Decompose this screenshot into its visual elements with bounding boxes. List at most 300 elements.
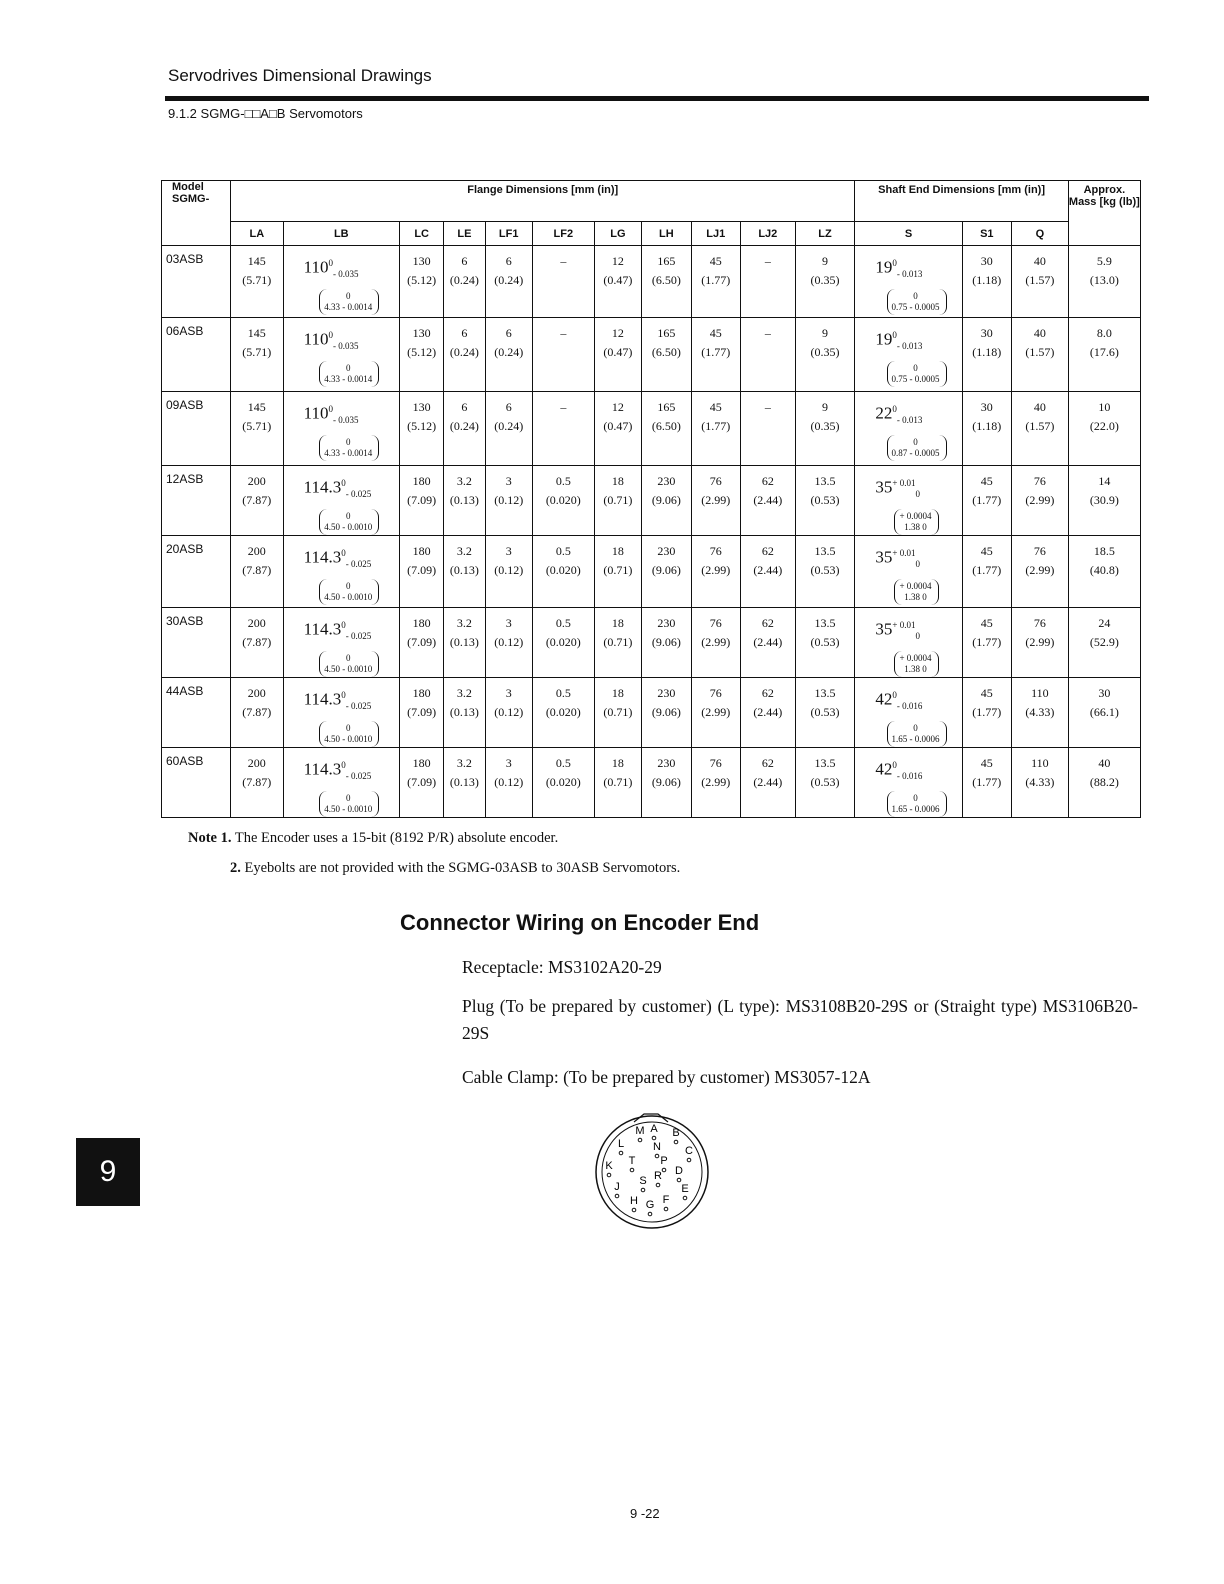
le-cell — [444, 536, 485, 608]
lz-mm: 13.5 — [814, 756, 836, 771]
la-in: (7.87) — [242, 635, 272, 650]
lh-cell — [642, 318, 691, 392]
lc-in: (7.09) — [407, 563, 437, 578]
lb-cell — [283, 748, 399, 818]
lc-in: (7.09) — [407, 635, 437, 650]
table-row — [162, 246, 1141, 318]
lj1-cell — [691, 678, 740, 748]
lf1-cell — [485, 466, 532, 536]
s1-mm: 30 — [980, 254, 993, 268]
lg-cell — [594, 748, 641, 818]
q-cell — [1012, 246, 1069, 318]
le-cell — [444, 466, 485, 536]
lg-cell — [594, 678, 641, 748]
lf1-mm: 3 — [505, 686, 512, 701]
mass-kg: 18.5 — [1093, 544, 1115, 559]
s1-in: (1.77) — [972, 775, 1002, 790]
lg-mm: 18 — [611, 756, 624, 771]
model-name: 44ASB — [166, 684, 204, 699]
q-cell — [1012, 748, 1069, 818]
la-cell — [231, 748, 284, 818]
la-in: (5.71) — [242, 273, 272, 287]
model-cell — [162, 748, 231, 818]
mass-lb: (17.6) — [1089, 345, 1119, 359]
lj2-cell — [741, 392, 796, 466]
model-cell — [162, 392, 231, 466]
le-cell — [444, 678, 485, 748]
mass-kg: 10 — [1098, 400, 1111, 414]
model-name: 12ASB — [166, 472, 204, 486]
note-2: 2. Eyebolts are not provided with the SGMG-03ASB to 30ASB Servomotors. — [230, 860, 681, 876]
lj1-mm: 45 — [709, 254, 722, 268]
lf1-cell — [485, 246, 532, 318]
q-mm: 110 — [1031, 756, 1049, 771]
header-rule — [165, 96, 1149, 101]
le-mm: 6 — [461, 400, 468, 414]
section-title: Connector Wiring on Encoder End — [400, 910, 760, 935]
pin-label-k: K — [605, 1160, 613, 1172]
lz-in: (0.53) — [810, 563, 840, 578]
pin-label-c: C — [685, 1145, 693, 1157]
s-cell — [855, 608, 962, 678]
lg-in: (0.47) — [603, 345, 633, 359]
note-1: Note 1. The Encoder uses a 15-bit (8192 P/R) absolute encoder. — [188, 830, 559, 846]
q-mm: 40 — [1033, 400, 1046, 414]
la-mm: 200 — [247, 616, 266, 631]
pin-label-g: G — [645, 1199, 655, 1211]
lc-cell — [400, 466, 444, 536]
s-cell — [855, 748, 962, 818]
mass-cell — [1068, 608, 1140, 678]
mass-lb: (88.2) — [1089, 775, 1119, 790]
mass-lb: (52.9) — [1089, 635, 1119, 650]
lj1-mm: 76 — [709, 544, 722, 559]
s-tolerance-in: + 0.0004 1.38 0 — [894, 651, 938, 677]
lg-mm: 12 — [611, 400, 624, 414]
lf1-mm: 3 — [505, 544, 512, 559]
pin-contact — [687, 1158, 691, 1162]
lh-cell — [642, 536, 691, 608]
mass-lb: (22.0) — [1089, 419, 1119, 433]
lj2-cell — [741, 318, 796, 392]
flange-header: Flange Dimensions [mm (in)] — [231, 181, 855, 222]
lf2-mm: 0.5 — [555, 544, 571, 559]
lj1-in: (2.99) — [701, 775, 731, 790]
mass-kg: 24 — [1098, 616, 1111, 631]
lf1-cell — [485, 392, 532, 466]
model-cell — [162, 246, 231, 318]
s-tolerance-in: + 0.0004 1.38 0 — [894, 509, 938, 535]
q-mm: 110 — [1031, 686, 1049, 701]
s-cell — [855, 246, 962, 318]
model-cell — [162, 318, 231, 392]
model-cell — [162, 608, 231, 678]
s1-cell — [962, 392, 1011, 466]
lj1-cell — [691, 608, 740, 678]
lj2-mm: – — [764, 326, 771, 340]
le-mm: 3.2 — [456, 756, 472, 771]
lb-tolerance-in: 0 4.50 - 0.0010 — [319, 509, 379, 535]
lz-cell — [795, 678, 855, 748]
pin-contact — [638, 1138, 642, 1142]
lg-cell — [594, 318, 641, 392]
la-mm: 145 — [247, 254, 266, 268]
mass-kg: 40 — [1098, 756, 1111, 771]
model-name: 06ASB — [166, 324, 204, 338]
column-header-lf2: LF2 — [532, 222, 594, 246]
mass-kg: 30 — [1098, 686, 1111, 701]
la-cell — [231, 536, 284, 608]
lf1-in: (0.12) — [494, 775, 524, 790]
lj1-cell — [691, 748, 740, 818]
s1-mm: 45 — [980, 616, 993, 631]
lj2-cell — [741, 678, 796, 748]
s-cell — [855, 392, 962, 466]
lb-tolerance-mm: $110^0_{- 0.035}$ — [303, 257, 359, 280]
s1-in: (1.77) — [972, 635, 1002, 650]
cable-clamp-text: Cable Clamp: (To be prepared by customer) MS3057-12A — [462, 1067, 871, 1087]
lj2-mm: 62 — [761, 474, 774, 488]
s-cell — [855, 678, 962, 748]
q-cell — [1012, 392, 1069, 466]
lf1-cell — [485, 536, 532, 608]
model-cell — [162, 678, 231, 748]
lf2-mm: 0.5 — [555, 474, 571, 488]
pin-contact — [655, 1154, 659, 1158]
lc-in: (7.09) — [407, 493, 437, 507]
lz-mm: 13.5 — [814, 474, 836, 488]
pin-label-h: H — [630, 1195, 638, 1207]
lj1-mm: 45 — [709, 400, 722, 414]
lj1-in: (1.77) — [701, 419, 731, 433]
lg-in: (0.71) — [603, 775, 633, 790]
lz-mm: 13.5 — [814, 544, 836, 559]
lz-mm: 13.5 — [814, 686, 836, 701]
mass-kg: 5.9 — [1096, 254, 1112, 268]
table-row — [162, 392, 1141, 466]
s-tolerance-mm: $19^0_{- 0.013}$ — [875, 329, 923, 352]
lf1-in: (0.24) — [494, 419, 524, 433]
lg-mm: 18 — [611, 544, 624, 559]
lf1-mm: 3 — [505, 616, 512, 631]
lb-tolerance-mm: $114.3^0_{- 0.025}$ — [303, 689, 372, 712]
s1-mm: 45 — [980, 756, 993, 771]
lj2-in: (2.44) — [753, 563, 783, 578]
q-in: (4.33) — [1025, 705, 1055, 720]
lf2-cell — [532, 392, 594, 466]
lc-cell — [400, 392, 444, 466]
lj2-cell — [741, 608, 796, 678]
lb-tolerance-mm: $110^0_{- 0.035}$ — [303, 403, 359, 426]
lh-in: (9.06) — [651, 635, 681, 650]
lj1-cell — [691, 246, 740, 318]
pin-label-n: N — [653, 1141, 661, 1153]
la-in: (7.87) — [242, 705, 272, 720]
pin-contact — [630, 1168, 634, 1172]
column-header-lj1: LJ1 — [691, 222, 740, 246]
s1-in: (1.18) — [972, 345, 1002, 359]
lh-cell — [642, 608, 691, 678]
model-name: 03ASB — [166, 252, 204, 266]
la-cell — [231, 466, 284, 536]
column-header-la: LA — [231, 222, 284, 246]
lj1-mm: 76 — [709, 756, 722, 771]
model-name: 20ASB — [166, 542, 204, 557]
lb-tolerance-in: 0 4.50 - 0.0010 — [319, 791, 379, 817]
table-row — [162, 678, 1141, 748]
column-header-lz: LZ — [795, 222, 855, 246]
s1-in: (1.18) — [972, 273, 1002, 287]
lb-tolerance-mm: $110^0_{- 0.035}$ — [303, 329, 359, 352]
lj2-mm: 62 — [761, 686, 774, 701]
lh-mm: 165 — [657, 254, 676, 268]
lz-cell — [795, 608, 855, 678]
mass-lb: (13.0) — [1089, 273, 1119, 287]
lc-mm: 180 — [412, 686, 431, 701]
s-tolerance-mm: $22^0_{- 0.013}$ — [875, 403, 923, 426]
lj1-cell — [691, 536, 740, 608]
column-header-q: Q — [1012, 222, 1069, 246]
column-header-lj2: LJ2 — [741, 222, 796, 246]
le-cell — [444, 318, 485, 392]
lh-cell — [642, 466, 691, 536]
lc-cell — [400, 608, 444, 678]
mass-cell — [1068, 392, 1140, 466]
lg-in: (0.71) — [603, 705, 633, 720]
le-in: (0.13) — [449, 493, 479, 507]
lb-tolerance-in: 0 4.33 - 0.0014 — [319, 289, 379, 315]
lz-mm: 9 — [822, 326, 829, 340]
le-in: (0.24) — [449, 345, 479, 359]
lz-cell — [795, 392, 855, 466]
lf2-mm: 0.5 — [555, 686, 571, 701]
s-tolerance-mm: $35^{+ 0.01}_0$ — [875, 619, 920, 642]
q-mm: 40 — [1033, 326, 1046, 340]
s-cell — [855, 536, 962, 608]
column-header-s: S — [855, 222, 962, 246]
s1-cell — [962, 748, 1011, 818]
s1-cell — [962, 246, 1011, 318]
s1-in: (1.18) — [972, 419, 1002, 433]
lb-tolerance-mm: $114.3^0_{- 0.025}$ — [303, 759, 372, 782]
lf2-in: (0.020) — [545, 635, 581, 650]
lf1-mm: 3 — [505, 756, 512, 771]
lg-mm: 18 — [611, 474, 624, 488]
lf2-in: (0.020) — [545, 493, 581, 507]
lf2-cell — [532, 748, 594, 818]
s1-mm: 45 — [980, 686, 993, 701]
lg-cell — [594, 466, 641, 536]
lf2-in: (0.020) — [545, 563, 581, 578]
lh-in: (9.06) — [651, 563, 681, 578]
lb-tolerance-mm: $114.3^0_{- 0.025}$ — [303, 547, 372, 570]
pin-contact — [648, 1212, 652, 1216]
le-mm: 6 — [461, 254, 468, 268]
q-mm: 76 — [1033, 474, 1046, 488]
la-in: (5.71) — [242, 419, 272, 433]
lj1-mm: 76 — [709, 474, 722, 488]
page-header-title: Servodrives Dimensional Drawings — [168, 66, 432, 85]
q-in: (2.99) — [1025, 635, 1055, 650]
s-cell — [855, 466, 962, 536]
pin-label-p: P — [660, 1155, 668, 1167]
column-header-lf1: LF1 — [485, 222, 532, 246]
le-cell — [444, 608, 485, 678]
lf2-mm: 0.5 — [555, 616, 571, 631]
lh-in: (9.06) — [651, 775, 681, 790]
lz-in: (0.53) — [810, 775, 840, 790]
lj2-mm: 62 — [761, 544, 774, 559]
lj1-cell — [691, 392, 740, 466]
le-in: (0.13) — [449, 635, 479, 650]
lg-in: (0.71) — [603, 563, 633, 578]
pin-contact — [652, 1136, 656, 1140]
s1-mm: 45 — [980, 474, 993, 488]
lg-cell — [594, 608, 641, 678]
lj2-in: (2.44) — [753, 705, 783, 720]
lc-mm: 130 — [412, 400, 431, 414]
lz-in: (0.35) — [810, 419, 840, 433]
q-cell — [1012, 678, 1069, 748]
s1-cell — [962, 536, 1011, 608]
lf1-mm: 3 — [505, 474, 512, 488]
lj2-in: (2.44) — [753, 775, 783, 790]
table-row — [162, 318, 1141, 392]
q-in: (1.57) — [1025, 345, 1055, 359]
mass-cell — [1068, 678, 1140, 748]
pin-contact — [662, 1168, 666, 1172]
chapter-tab: 9 — [76, 1138, 140, 1206]
lj1-in: (2.99) — [701, 705, 731, 720]
s-tolerance-mm: $42^0_{- 0.016}$ — [875, 689, 923, 712]
lh-mm: 230 — [657, 756, 676, 771]
lb-tolerance-in: 0 4.33 - 0.0014 — [319, 435, 379, 461]
pin-contact — [607, 1173, 611, 1177]
s1-mm: 30 — [980, 326, 993, 340]
pin-label-r: R — [654, 1170, 662, 1182]
lj1-in: (1.77) — [701, 273, 731, 287]
lb-cell — [283, 318, 399, 392]
lj1-in: (1.77) — [701, 345, 731, 359]
mass-lb: (40.8) — [1089, 563, 1119, 578]
le-in: (0.13) — [449, 775, 479, 790]
lg-cell — [594, 536, 641, 608]
lc-in: (5.12) — [407, 345, 437, 359]
lf2-cell — [532, 318, 594, 392]
model-header: Model SGMG- — [162, 181, 231, 246]
la-mm: 200 — [247, 544, 266, 559]
pin-contact — [664, 1207, 668, 1211]
lc-in: (7.09) — [407, 775, 437, 790]
lf1-mm: 6 — [505, 254, 512, 268]
lb-cell — [283, 678, 399, 748]
la-cell — [231, 608, 284, 678]
lj1-in: (2.99) — [701, 563, 731, 578]
lf1-cell — [485, 318, 532, 392]
lf2-in: (0.020) — [545, 705, 581, 720]
la-cell — [231, 678, 284, 748]
s-tolerance-mm: $35^{+ 0.01}_0$ — [875, 477, 920, 500]
s1-in: (1.77) — [972, 563, 1002, 578]
lc-cell — [400, 318, 444, 392]
la-mm: 200 — [247, 474, 266, 488]
lb-cell — [283, 608, 399, 678]
lf2-cell — [532, 246, 594, 318]
s1-cell — [962, 318, 1011, 392]
le-in: (0.24) — [449, 273, 479, 287]
mass-cell — [1068, 536, 1140, 608]
lf1-in: (0.12) — [494, 493, 524, 507]
lc-mm: 130 — [412, 326, 431, 340]
s-tolerance-in: 0 0.87 - 0.0005 — [887, 435, 947, 461]
lf2-cell — [532, 536, 594, 608]
le-mm: 3.2 — [456, 686, 472, 701]
pin-label-m: M — [635, 1125, 645, 1137]
lc-in: (7.09) — [407, 705, 437, 720]
lj2-in: (2.44) — [753, 493, 783, 507]
lg-in: (0.71) — [603, 493, 633, 507]
pin-contact — [615, 1194, 619, 1198]
lc-mm: 180 — [412, 756, 431, 771]
lh-in: (9.06) — [651, 705, 681, 720]
s1-cell — [962, 466, 1011, 536]
lf2-cell — [532, 466, 594, 536]
mass-lb: (30.9) — [1089, 493, 1119, 507]
lz-in: (0.53) — [810, 493, 840, 507]
s-tolerance-in: 0 0.75 - 0.0005 — [887, 361, 947, 387]
lj2-mm: – — [764, 400, 771, 414]
lb-cell — [283, 392, 399, 466]
la-cell — [231, 246, 284, 318]
pin-label-f: F — [662, 1194, 670, 1206]
lf2-cell — [532, 608, 594, 678]
lh-cell — [642, 392, 691, 466]
lc-cell — [400, 246, 444, 318]
pin-contact — [632, 1208, 636, 1212]
lh-in: (6.50) — [651, 273, 681, 287]
pin-contact — [674, 1140, 678, 1144]
lh-in: (9.06) — [651, 493, 681, 507]
mass-cell — [1068, 246, 1140, 318]
lz-in: (0.53) — [810, 635, 840, 650]
mass-lb: (66.1) — [1089, 705, 1119, 720]
lj2-cell — [741, 246, 796, 318]
lf1-cell — [485, 748, 532, 818]
mass-header: Approx. Mass [kg (lb)] — [1068, 181, 1140, 246]
lz-in: (0.35) — [810, 345, 840, 359]
lg-mm: 18 — [611, 616, 624, 631]
lf2-mm: – — [560, 254, 567, 268]
lj2-in: (2.44) — [753, 635, 783, 650]
le-cell — [444, 748, 485, 818]
column-header-lh: LH — [642, 222, 691, 246]
le-cell — [444, 392, 485, 466]
la-in: (7.87) — [242, 493, 272, 507]
s1-mm: 30 — [980, 400, 993, 414]
lg-in: (0.47) — [603, 273, 633, 287]
q-in: (1.57) — [1025, 273, 1055, 287]
lc-cell — [400, 678, 444, 748]
lf1-in: (0.24) — [494, 345, 524, 359]
s-tolerance-in: 0 1.65 - 0.0006 — [887, 721, 947, 747]
column-header-lc: LC — [400, 222, 444, 246]
lz-cell — [795, 318, 855, 392]
pin-contact — [677, 1178, 681, 1182]
s1-in: (1.77) — [972, 705, 1002, 720]
pin-label-j: J — [614, 1181, 620, 1193]
lg-in: (0.71) — [603, 635, 633, 650]
le-mm: 3.2 — [456, 474, 472, 488]
